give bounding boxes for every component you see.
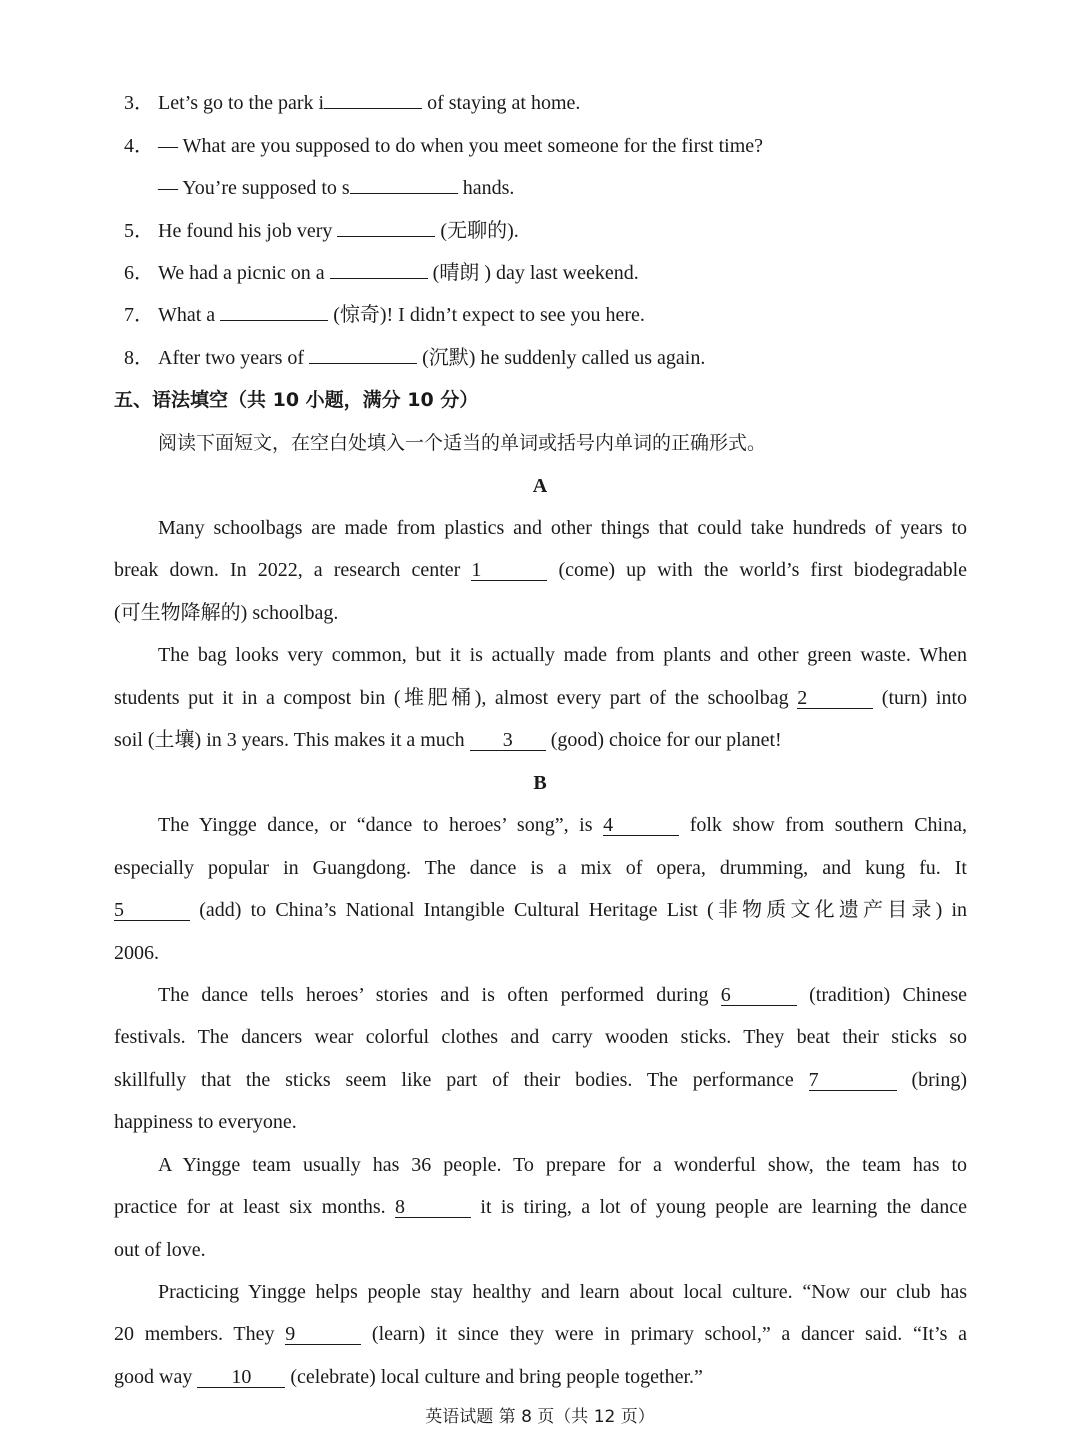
answer-blank-2[interactable]: 2 (797, 688, 873, 709)
question-text: He found his job very (158, 220, 338, 242)
question-4 (124, 133, 763, 159)
passage-line: A Yingge team usually has 36 people. To prepare for a wonderful show, the team has to (158, 1154, 967, 1176)
passage-line: (可生物降解的) schoolbag. (114, 602, 339, 624)
answer-blank-8[interactable]: 8 (395, 1197, 471, 1218)
passage-line (114, 1194, 967, 1220)
question-3 (124, 90, 580, 116)
passage-line (114, 1321, 967, 1347)
passage-line: happiness to everyone. (114, 1111, 297, 1133)
passage-text: 20 members. They (114, 1323, 286, 1345)
question-text: (晴朗 ) day last weekend. (427, 262, 639, 284)
passage-a-label: A (532, 475, 548, 497)
passage-text: (bring) (896, 1069, 967, 1091)
passage-line (114, 557, 967, 583)
passage-text: practice for at least six months. (114, 1196, 396, 1218)
section-instruction: 阅读下面短文，在空白处填入一个适当的单词或括号内单词的正确形式。 (158, 432, 767, 454)
passage-line (114, 897, 967, 923)
passage-text: soil (土壤) in 3 years. This makes it a much (114, 729, 470, 751)
passage-text: good way (114, 1366, 198, 1388)
answer-blank[interactable] (337, 218, 435, 237)
passage-line: festivals. The dancers wear colorful clothes and carry wooden sticks. They beat their sticks so (114, 1026, 967, 1048)
question-7 (124, 302, 645, 328)
answer-blank-5[interactable]: 5 (114, 900, 190, 921)
page-footer: 英语试题 第 8 页（共 12 页） (425, 1407, 655, 1427)
answer-blank-1[interactable]: 1 (471, 560, 547, 581)
passage-line: Practicing Yingge helps people stay healthy and learn about local culture. “Now our club has (158, 1281, 967, 1303)
passage-text: (good) choice for our planet! (545, 729, 782, 751)
answer-blank-3[interactable]: 3 (470, 730, 546, 751)
answer-blank-4[interactable]: 4 (603, 815, 679, 836)
passage-text: (add) to China’s National Intangible Cultural Heritage List (非物质文化遗产目录) in (190, 899, 967, 921)
passage-text: folk show from southern China, (679, 814, 967, 836)
question-text: (惊奇)! I didn’t expect to see you here. (328, 304, 645, 326)
question-text: (沉默) he suddenly called us again. (417, 347, 706, 369)
question-text: We had a picnic on a (158, 262, 330, 284)
question-5 (124, 218, 519, 244)
passage-line (158, 812, 967, 838)
passage-line: The bag looks very common, but it is actually made from plants and other green waste. When (158, 644, 967, 666)
question-number: 8． (124, 347, 154, 369)
question-text: of staying at home. (422, 92, 581, 114)
question-text: After two years of (158, 347, 310, 369)
question-text: — You’re supposed to s (158, 177, 350, 199)
answer-blank-6[interactable]: 6 (721, 985, 797, 1006)
passage-line (114, 727, 782, 753)
question-8 (124, 345, 705, 371)
passage-text: break down. In 2022, a research center (114, 559, 472, 581)
answer-blank[interactable] (220, 302, 328, 321)
passage-text: The dance tells heroes’ stories and is often performed during (158, 984, 721, 1006)
passage-text: skillfully that the sticks seem like part of their bodies. The performance (114, 1069, 809, 1091)
passage-line (114, 1067, 967, 1093)
passage-text: (celebrate) local culture and bring people together.” (285, 1366, 703, 1388)
question-text: hands. (457, 177, 515, 199)
passage-b-label: B (533, 772, 547, 794)
passage-text: The Yingge dance, or “dance to heroes’ song”, is (158, 814, 604, 836)
question-number: 5． (124, 220, 154, 242)
answer-blank-10[interactable]: 10 (197, 1367, 285, 1388)
answer-blank[interactable] (350, 175, 458, 194)
question-text: (无聊的). (435, 220, 519, 242)
passage-line: 2006. (114, 942, 159, 964)
passage-line: Many schoolbags are made from plastics and other things that could take hundreds of years to (158, 517, 967, 539)
answer-blank-7[interactable]: 7 (809, 1070, 897, 1091)
question-number: 3． (124, 92, 154, 114)
question-text: — What are you supposed to do when you meet someone for the first time? (158, 135, 764, 157)
passage-text: (turn) into (873, 687, 968, 709)
answer-blank[interactable] (330, 260, 428, 279)
passage-line: especially popular in Guangdong. The dance is a mix of opera, drumming, and kung fu. It (114, 857, 967, 879)
question-4-response (158, 175, 514, 201)
answer-blank[interactable] (324, 90, 422, 109)
passage-line (158, 982, 967, 1008)
passage-text: (tradition) Chinese (796, 984, 967, 1006)
question-text: Let’s go to the park i (158, 92, 325, 114)
passage-text: (learn) it since they were in primary school,” a dancer said. “It’s a (361, 1323, 967, 1345)
passage-line (114, 1364, 703, 1390)
passage-line (114, 685, 967, 711)
passage-text: students put it in a compost bin (堆肥桶), almost every part of the schoolbag (114, 687, 798, 709)
question-text: What a (158, 304, 221, 326)
answer-blank[interactable] (309, 345, 417, 364)
question-number: 6． (124, 262, 154, 284)
section-title: 五、语法填空（共 10 小题，满分 10 分） (114, 389, 479, 411)
question-number: 7． (124, 304, 154, 326)
answer-blank-9[interactable]: 9 (285, 1324, 361, 1345)
question-number: 4． (124, 135, 154, 157)
passage-line: out of love. (114, 1239, 206, 1261)
passage-text: it is tiring, a lot of young people are learning the dance (471, 1196, 967, 1218)
passage-text: (come) up with the world’s first biodegradable (547, 559, 968, 581)
question-6 (124, 260, 639, 286)
